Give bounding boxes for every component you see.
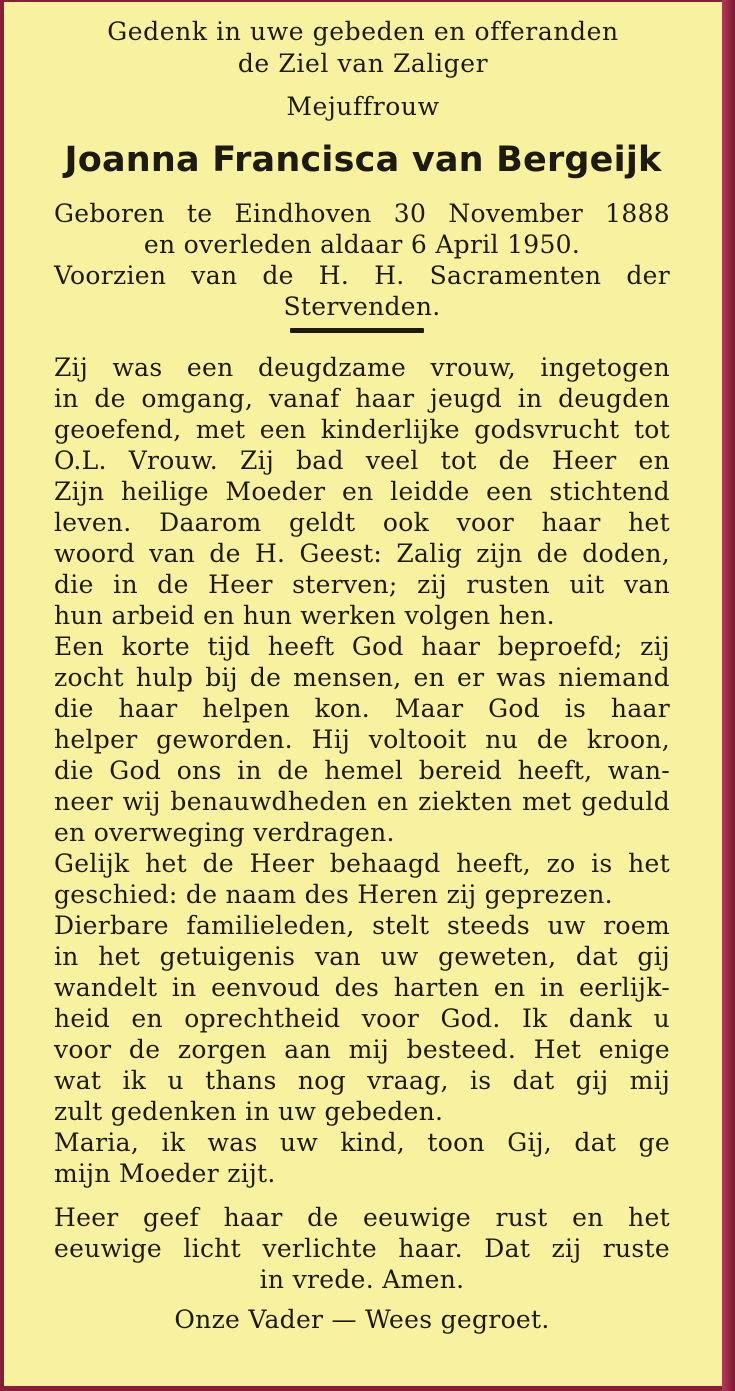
eulogy-line: Gelijk het de Heer behaagd heeft, zo is het [54,849,670,878]
eulogy-line: heid en oprechtheid voor God. Ik dank u [54,1004,670,1033]
eulogy-line: in het getuigenis van uw geweten, dat gij [54,942,670,971]
prayer-line: in vrede. Amen. [259,1265,465,1294]
eulogy-line: die God ons in de hemel bereid heeft, wan- [54,756,670,785]
eulogy-line: leven. Daarom geldt ook voor haar het [54,508,670,537]
eulogy-line: die in de Heer sterven; zij rusten uit van [54,570,670,599]
header-line: Gedenk in uwe gebeden en offeranden [107,17,619,46]
eulogy-line: voor de zorgen aan mij besteed. Het enige [54,1035,670,1064]
eulogy-line: O.L. Vrouw. Zij bad veel tot de Heer en [54,446,670,475]
prayer-line: Heer geef haar de eeuwige rust en het [54,1203,670,1232]
eulogy-line: neer wij benauwdheden en ziekten met geduld [54,787,670,816]
eulogy-line: zult gedenken in uw gebeden. [54,1097,444,1126]
divider-rule [290,328,424,333]
info-line: en overleden aldaar 6 April 1950. [143,230,581,259]
eulogy-line: Zijn heilige Moeder en leidde een stichtend [54,477,670,506]
eulogy-text [54,352,670,1189]
eulogy-line: in de omgang, vanaf haar jeugd in deugden [54,384,670,413]
info-line: Voorzien van de H. H. Sacramenten der [54,261,670,290]
eulogy-line: Maria, ik was uw kind, toon Gij, dat ge [54,1128,670,1157]
eulogy-line: mijn Moeder zijt. [54,1159,276,1188]
birth-death-info [54,198,670,322]
info-line: Geboren te Eindhoven 30 November 1888 [54,199,670,228]
eulogy-line: woord van de H. Geest: Zalig zijn de doden, [54,539,670,568]
memorial-card [4,2,722,1386]
info-line: Stervenden. [283,292,441,321]
final-prayers [54,1304,670,1335]
eulogy-line: en overweging verdragen. [54,818,395,847]
eulogy-line: hun arbeid en hun werken volgen hen. [54,601,555,630]
header-line: de Ziel van Zaliger [237,49,489,78]
eulogy-line: Zij was een deugdzame vrouw, ingetogen [54,353,670,382]
eulogy-line: wat ik u thans nog vraag, is dat gij mij [54,1066,670,1095]
eulogy-line: Een korte tijd heeft God haar beproefd; zij [54,632,670,661]
card-edge [722,0,735,1391]
prayer-line: eeuwige licht verlichte haar. Dat zij ruste [54,1234,670,1263]
closing-prayer [54,1202,670,1295]
header-line: Mejuffrouw [286,92,440,121]
eulogy-line: helper geworden. Hij voltooit nu de kroon, [54,725,670,754]
closing-line: Onze Vader — Wees gegroet. [174,1305,550,1334]
eulogy-line: Dierbare familieleden, stelt steeds uw roem [54,911,670,940]
card-header [4,16,722,123]
eulogy-line: die haar helpen kon. Maar God is haar [54,694,670,723]
deceased-name: Joanna Francisca van Bergeijk [64,140,662,180]
eulogy-line: geschied: de naam des Heren zij geprezen. [54,880,613,909]
eulogy-line: wandelt in eenvoud des harten en in eerlijk- [54,973,670,1002]
eulogy-line: zocht hulp bij de mensen, en er was niemand [54,663,670,692]
eulogy-line: geoefend, met een kinderlijke godsvrucht tot [54,415,670,444]
